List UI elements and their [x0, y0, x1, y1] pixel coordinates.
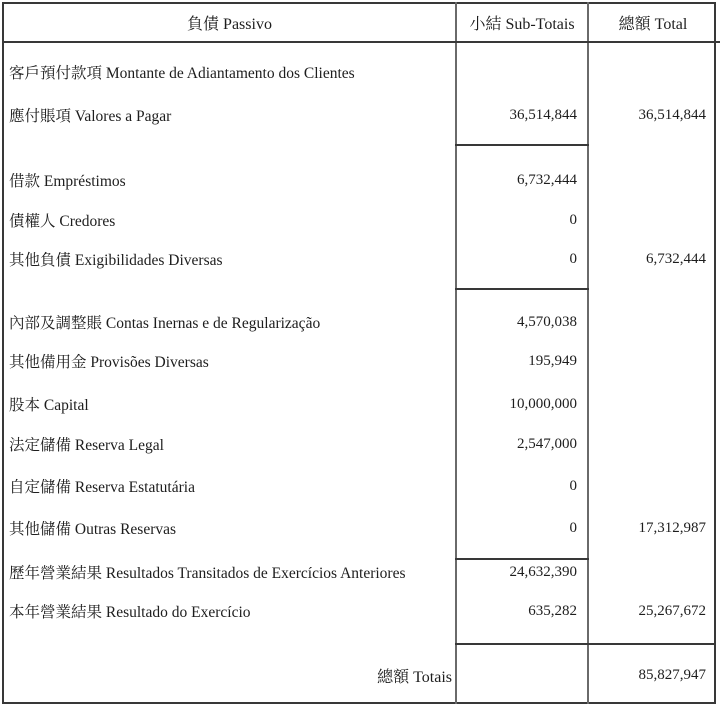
row-total — [587, 341, 717, 381]
row-label: 應付賬項 Valores a Pagar — [9, 108, 172, 125]
row-total — [587, 552, 717, 592]
row-subtotal: 635,282 — [528, 602, 577, 619]
subtotal-group-line-2 — [455, 288, 589, 290]
footer-top-line — [455, 643, 716, 645]
row-total — [587, 302, 717, 342]
table-row — [4, 200, 717, 240]
column-header-subtotais: 小結 Sub-Totais — [469, 15, 575, 33]
totals-label: 總額 Totais — [377, 668, 452, 686]
subtotal-group-line-1 — [455, 144, 589, 146]
row-total — [587, 384, 717, 424]
row-total — [587, 200, 717, 240]
row-subtotal: 36,514,844 — [509, 106, 577, 123]
totals-total: 85,827,947 — [638, 666, 706, 683]
column-header-total: 總額 Total — [618, 15, 688, 33]
row-label: 其他負債 Exigibilidades Diversas — [9, 252, 223, 269]
row-label: 內部及調整賬 Contas Inernas e de Regularização — [9, 315, 321, 332]
row-subtotal — [455, 52, 587, 92]
row-label: 自定儲備 Reserva Estatutária — [9, 479, 195, 496]
row-total — [587, 424, 717, 464]
table-row — [4, 508, 717, 548]
row-subtotal: 24,632,390 — [509, 563, 577, 580]
row-total: 25,267,672 — [638, 602, 706, 619]
row-label: 歷年營業結果 Resultados Transitados de Exercícios Anteriores — [9, 565, 406, 582]
table-row — [4, 424, 717, 464]
row-label: 借款 Empréstimos — [9, 173, 126, 190]
table-row — [4, 160, 717, 200]
totals-subtotal — [455, 655, 587, 695]
row-label: 法定儲備 Reserva Legal — [9, 437, 164, 454]
row-subtotal: 0 — [569, 211, 577, 228]
table-row — [4, 552, 717, 592]
row-label: 客戶預付款項 Montante de Adiantamento dos Clientes — [9, 65, 355, 82]
table-row — [4, 52, 717, 92]
row-subtotal: 0 — [569, 250, 577, 267]
table-row — [4, 302, 717, 342]
row-label: 其他儲備 Outras Reservas — [9, 521, 177, 538]
row-subtotal: 2,547,000 — [517, 435, 577, 452]
table-row — [4, 239, 717, 279]
table-row — [4, 466, 717, 506]
totals-row — [4, 655, 717, 695]
row-total — [587, 466, 717, 506]
row-total — [587, 52, 717, 92]
table-row — [4, 341, 717, 381]
header-bottom-line — [2, 41, 720, 43]
row-label: 債權人 Credores — [9, 213, 116, 230]
row-subtotal: 0 — [569, 519, 577, 536]
row-total: 17,312,987 — [638, 519, 706, 536]
row-subtotal: 10,000,000 — [509, 395, 577, 412]
table-row — [4, 591, 717, 631]
column-header-passivo: 負債 Passivo — [187, 15, 272, 33]
row-label: 股本 Capital — [9, 397, 89, 414]
row-total: 36,514,844 — [638, 106, 706, 123]
row-total: 6,732,444 — [646, 250, 706, 267]
row-subtotal: 195,949 — [528, 352, 577, 369]
row-subtotal: 0 — [569, 477, 577, 494]
row-label: 其他備用金 Provisões Diversas — [9, 354, 209, 371]
table-row — [4, 384, 717, 424]
table-row — [4, 95, 717, 135]
row-total — [587, 160, 717, 200]
row-subtotal: 4,570,038 — [517, 313, 577, 330]
row-subtotal: 6,732,444 — [517, 171, 577, 188]
row-label: 本年營業結果 Resultado do Exercício — [9, 604, 251, 621]
